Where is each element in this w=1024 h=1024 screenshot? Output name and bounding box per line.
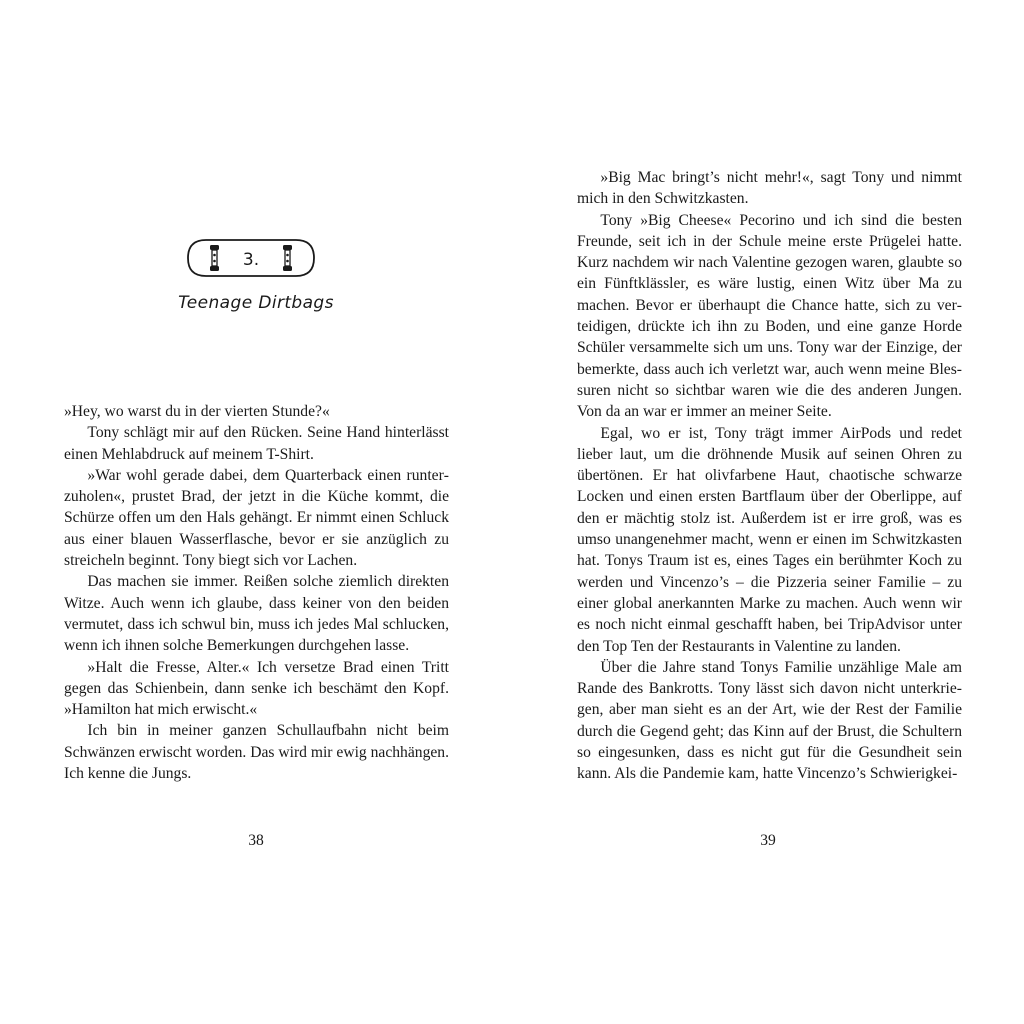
paragraph: »Halt die Fresse, Alter.« Ich versetze Brad einen Tritt gegen das Schienbein, dann senke ich beschämt den Kopf. »Hamilton hat mich erwischt.« xyxy=(64,658,449,719)
paragraph: »War wohl gerade dabei, dem Quarterback einen runterzuholen«, prustet Brad, der jetzt in die Küche kommt, die Schürze offen um den Hals gehängt. Er nimmt einen Schluck aus einer blauen Wasserflasche, bevor er sie anzüglich zu streicheln beginnt. Tony biegt sich vor Lachen. xyxy=(64,466,449,570)
paragraph: Tony »Big Cheese« Pecorino und ich sind die besten Freunde, seit ich in der Schule meine erste Prügelei hatte. Kurz nachdem wir nach Valentine gezogen waren, glaubte so ein Fünftklässler, es wäre lustig, einen Witz über Ma zu machen. Bevor er überhaupt die Chance hatte, sich zu verteidigen, drückte ich ihn zu Boden, und eine ganze Horde Schüler versammelte sich um uns. Tony war der Einzige, der bemerkte, dass auch ich verletzt war, auch wenn meine Blessuren nicht so sichtbar waren wie die des anderen Jungen. Von da an war er immer an meiner Seite. xyxy=(577,211,962,421)
page-number: 38 xyxy=(248,832,264,849)
chapter-title: Teenage Dirtbags xyxy=(178,293,334,313)
paragraph: Tony schlägt mir auf den Rücken. Seine Hand hinterlässt einen Mehlabdruck auf meinem T-Shirt. xyxy=(64,424,449,463)
right-page-text xyxy=(577,167,962,785)
paragraph: »Big Mac bringt’s nicht mehr!«, sagt Tony und nimmt mich in den Schwitzkasten. xyxy=(577,169,962,208)
left-page-text xyxy=(64,401,449,784)
paragraph: Das machen sie immer. Reißen solche ziemlich direkten Witze. Auch wenn ich glaube, dass keiner von den beiden vermutet, dass ich schwul bin, muss ich jedes Mal schlucken, wenn ich ihnen solche Bemerkungen durchgehen lasse. xyxy=(64,573,449,655)
page-number: 39 xyxy=(760,832,776,849)
skateboard-icon xyxy=(186,236,316,280)
paragraph: »Hey, wo warst du in der vierten Stunde?« xyxy=(64,403,330,420)
paragraph: Egal, wo er ist, Tony trägt immer AirPods und redet lieber laut, um die dröhnende Musik auf seinen Ohren zu übertönen. Er hat olivfarbene Haut, chaotische schwarze Locken und einen ersten Bartflaum über der Oberlippe, auf den er mächtig stolz ist. Außerdem ist er irre groß, was es umso unangenehmer macht, wenn er einen im Schwitzkasten hat. Tonys Traum ist es, eines Tages ein berühmter Koch zu werden und Vincenzo’s – die Pizzeria seiner Familie – zu einer global anerkannten Marke zu machen. Auch wenn wir es noch nicht einmal geschafft haben, bei TripAdvisor unter den Top Ten der Restaurants in Valentine zu landen. xyxy=(577,424,962,655)
chapter-number: 3. xyxy=(242,250,260,270)
paragraph: Ich bin in meiner ganzen Schullaufbahn nicht beim Schwänzen erwischt worden. Das wird mir ewig nachhängen. Ich kenne die Jungs. xyxy=(64,722,449,783)
paragraph: Über die Jahre stand Tonys Familie unzählige Male am Rande des Bankrotts. Tony lässt sich davon nicht unterkriegen, aber man sieht es an der Art, wie der Rest der Familie durch die Gegend geht; das Kinn auf der Brust, die Schultern so eingesunken, dass es nicht gut für die Gesundheit sein kann. Als die Pandemie kam, hatte Vincenzo’s Schwierigkei- xyxy=(577,658,962,783)
